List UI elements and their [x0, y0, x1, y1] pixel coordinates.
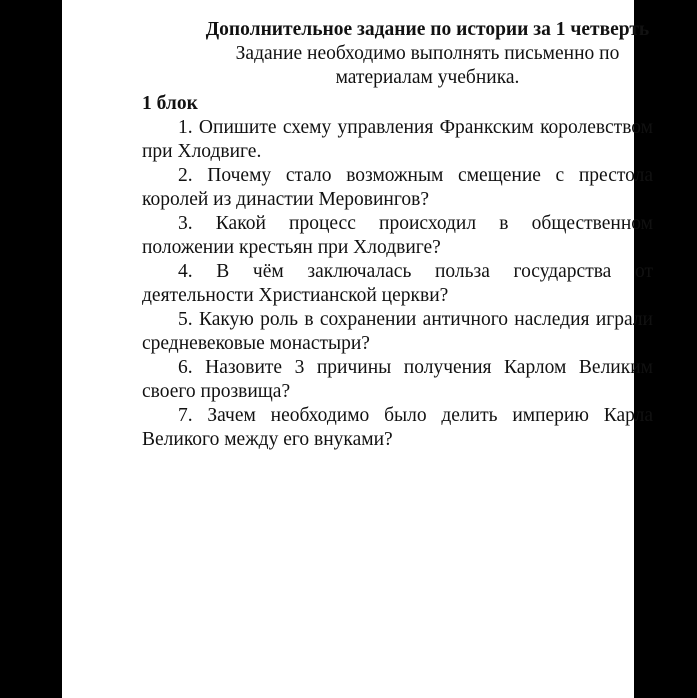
document-page	[62, 0, 653, 698]
question-2: 2. Почему стало возможным смещение с престола королей из династии Меровингов?	[142, 165, 653, 210]
document-content	[142, 18, 653, 452]
document-title: Дополнительное задание по истории за 1 четверть	[205, 19, 650, 40]
question-3: 3. Какой процесс происходил в общественном положении крестьян при Хлодвиге?	[142, 213, 653, 258]
question-7: 7. Зачем необходимо было делить империю Карла Великого между его внуками?	[142, 405, 653, 450]
question-6: 6. Назовите 3 причины получения Карлом Великим своего прозвища?	[142, 357, 653, 402]
block-heading: 1 блок	[142, 93, 198, 114]
question-1: 1. Опишите схему управления Франкским королевством при Хлодвиге.	[142, 117, 653, 162]
document-subtitle: Задание необходимо выполнять письменно по материалам учебника.	[235, 43, 620, 88]
question-5: 5. Какую роль в сохранении античного наследия играли средневековые монастыри?	[142, 309, 653, 354]
question-4: 4. В чём заключалась польза государства от деятельности Христианской церкви?	[142, 261, 653, 306]
question-list	[142, 116, 653, 452]
